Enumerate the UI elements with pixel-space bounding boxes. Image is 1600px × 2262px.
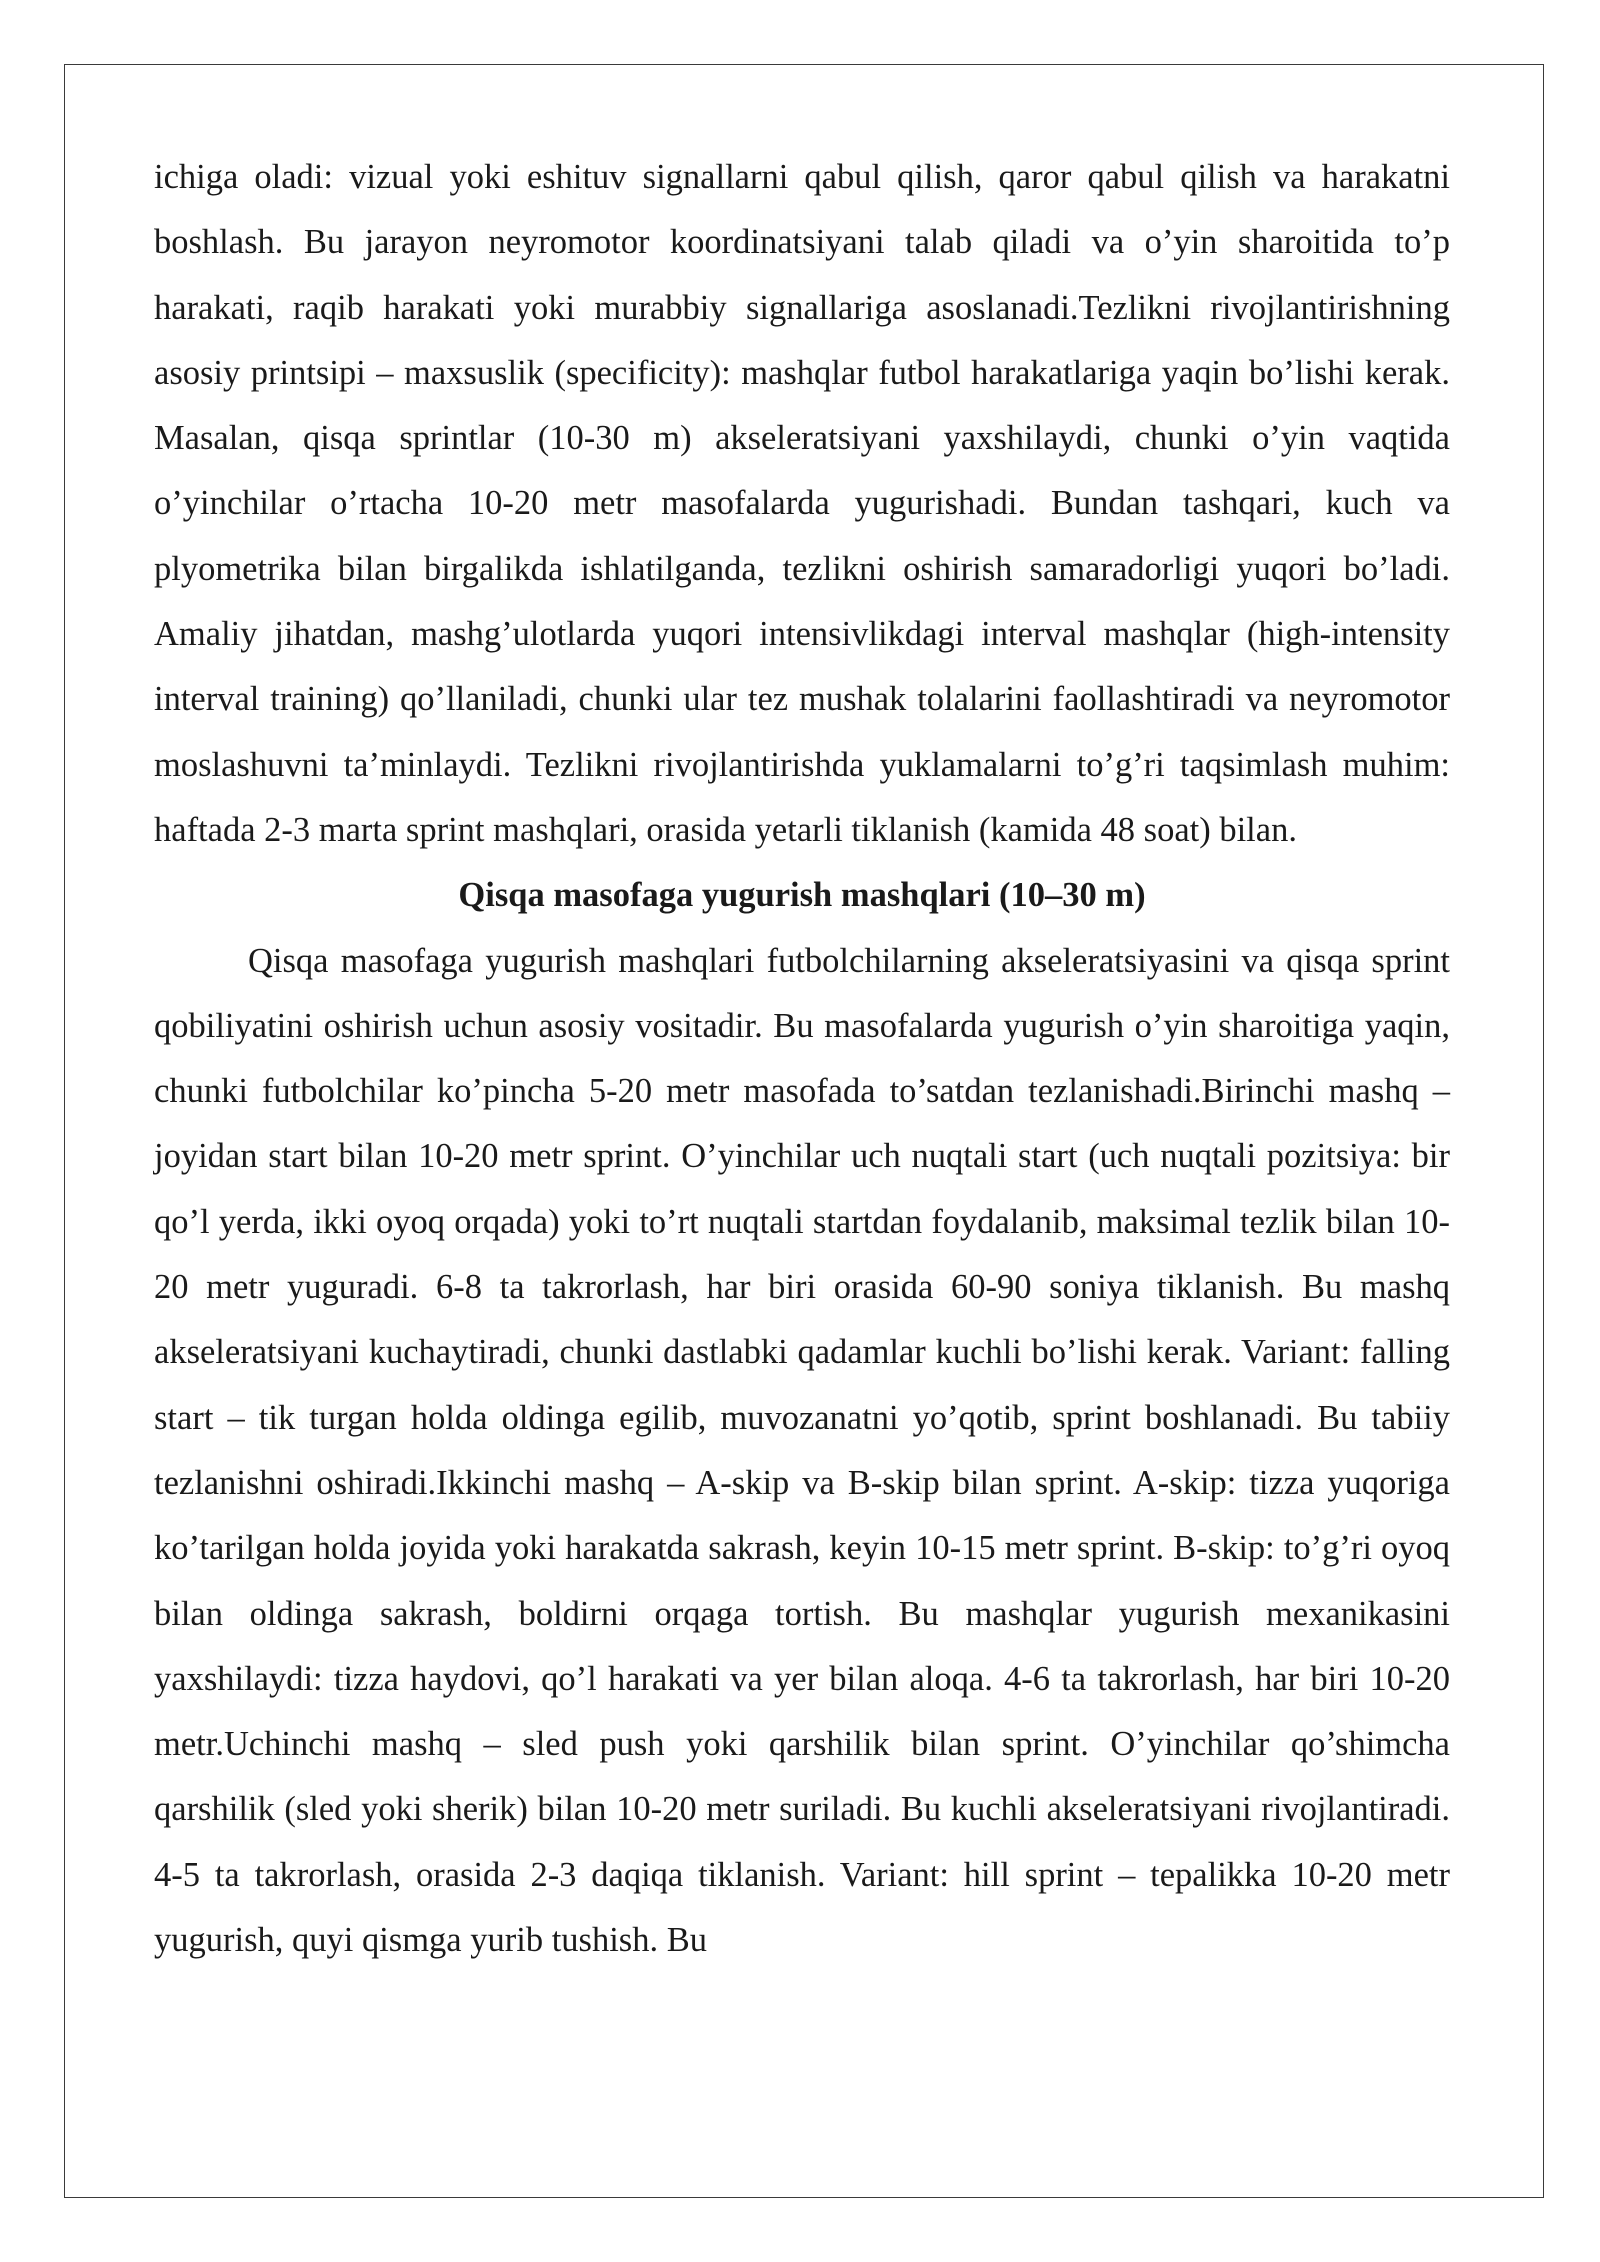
document-body	[154, 145, 1450, 1973]
section-heading: Qisqa masofaga yugurish mashqlari (10–30 m)	[458, 876, 1146, 915]
body-paragraph: ichiga oladi: vizual yoki eshituv signallarni qabul qilish, qaror qabul qilish va harakatni boshlash. Bu jarayon neyromotor koordinatsiyani talab qiladi va o’yin sharoitida to’p harakati, raqib harakati yoki murabbiy signallariga asoslanadi.Tezlikni rivojlantirishning asosiy printsipi – maxsuslik (specificity): mashqlar futbol harakatlariga yaqin bo’lishi kerak. Masalan, qisqa sprintlar (10-30 m) akseleratsiyani yaxshilaydi, chunki o’yin vaqtida o’yinchilar o’rtacha 10-20 metr masofalarda yugurishadi. Bundan tashqari, kuch va plyometrika bilan birgalikda ishlatilganda, tezlikni oshirish samaradorligi yuqori bo’ladi. Amaliy jihatdan, mashg’ulotlarda yuqori intensivlikdagi interval mashqlar (high-intensity interval training) qo’llaniladi, chunki ular tez mushak tolalarini faollashtiradi va neyromotor moslashuvni ta’minlaydi. Tezlikni rivojlantirishda yuklamalarni to’g’ri taqsimlash muhim: haftada 2-3 marta sprint mashqlari, orasida yetarli tiklanish (kamida 48 soat) bilan.	[154, 158, 1450, 849]
body-paragraph: Qisqa masofaga yugurish mashqlari futbolchilarning akseleratsiyasini va qisqa sprint qobiliyatini oshirish uchun asosiy vositadir. Bu masofalarda yugurish o’yin sharoitiga yaqin, chunki futbolchilar ko’pincha 5-20 metr masofada to’satdan tezlanishadi.Birinchi mashq – joyidan start bilan 10-20 metr sprint. O’yinchilar uch nuqtali start (uch nuqtali pozitsiya: bir qo’l yerda, ikki oyoq orqada) yoki to’rt nuqtali startdan foydalanib, maksimal tezlik bilan 10-20 metr yuguradi. 6-8 ta takrorlash, har biri orasida 60-90 soniya tiklanish. Bu mashq akseleratsiyani kuchaytiradi, chunki dastlabki qadamlar kuchli bo’lishi kerak. Variant: falling start – tik turgan holda oldinga egilib, muvozanatni yo’qotib, sprint boshlanadi. Bu tabiiy tezlanishni oshiradi.Ikkinchi mashq – A-skip va B-skip bilan sprint. A-skip: tizza yuqoriga ko’tarilgan holda joyida yoki harakatda sakrash, keyin 10-15 metr sprint. B-skip: to’g’ri oyoq bilan oldinga sakrash, boldirni orqaga tortish. Bu mashqlar yugurish mexanikasini yaxshilaydi: tizza haydovi, qo’l harakati va yer bilan aloqa. 4-6 ta takrorlash, har biri 10-20 metr.Uchinchi mashq – sled push yoki qarshilik bilan sprint. O’yinchilar qo’shimcha qarshilik (sled yoki sherik) bilan 10-20 metr suriladi. Bu kuchli akseleratsiyani rivojlantiradi. 4-5 ta takrorlash, orasida 2-3 daqiqa tiklanish. Variant: hill sprint – tepalikka 10-20 metr yugurish, quyi qismga yurib tushish. Bu	[154, 941, 1450, 1960]
